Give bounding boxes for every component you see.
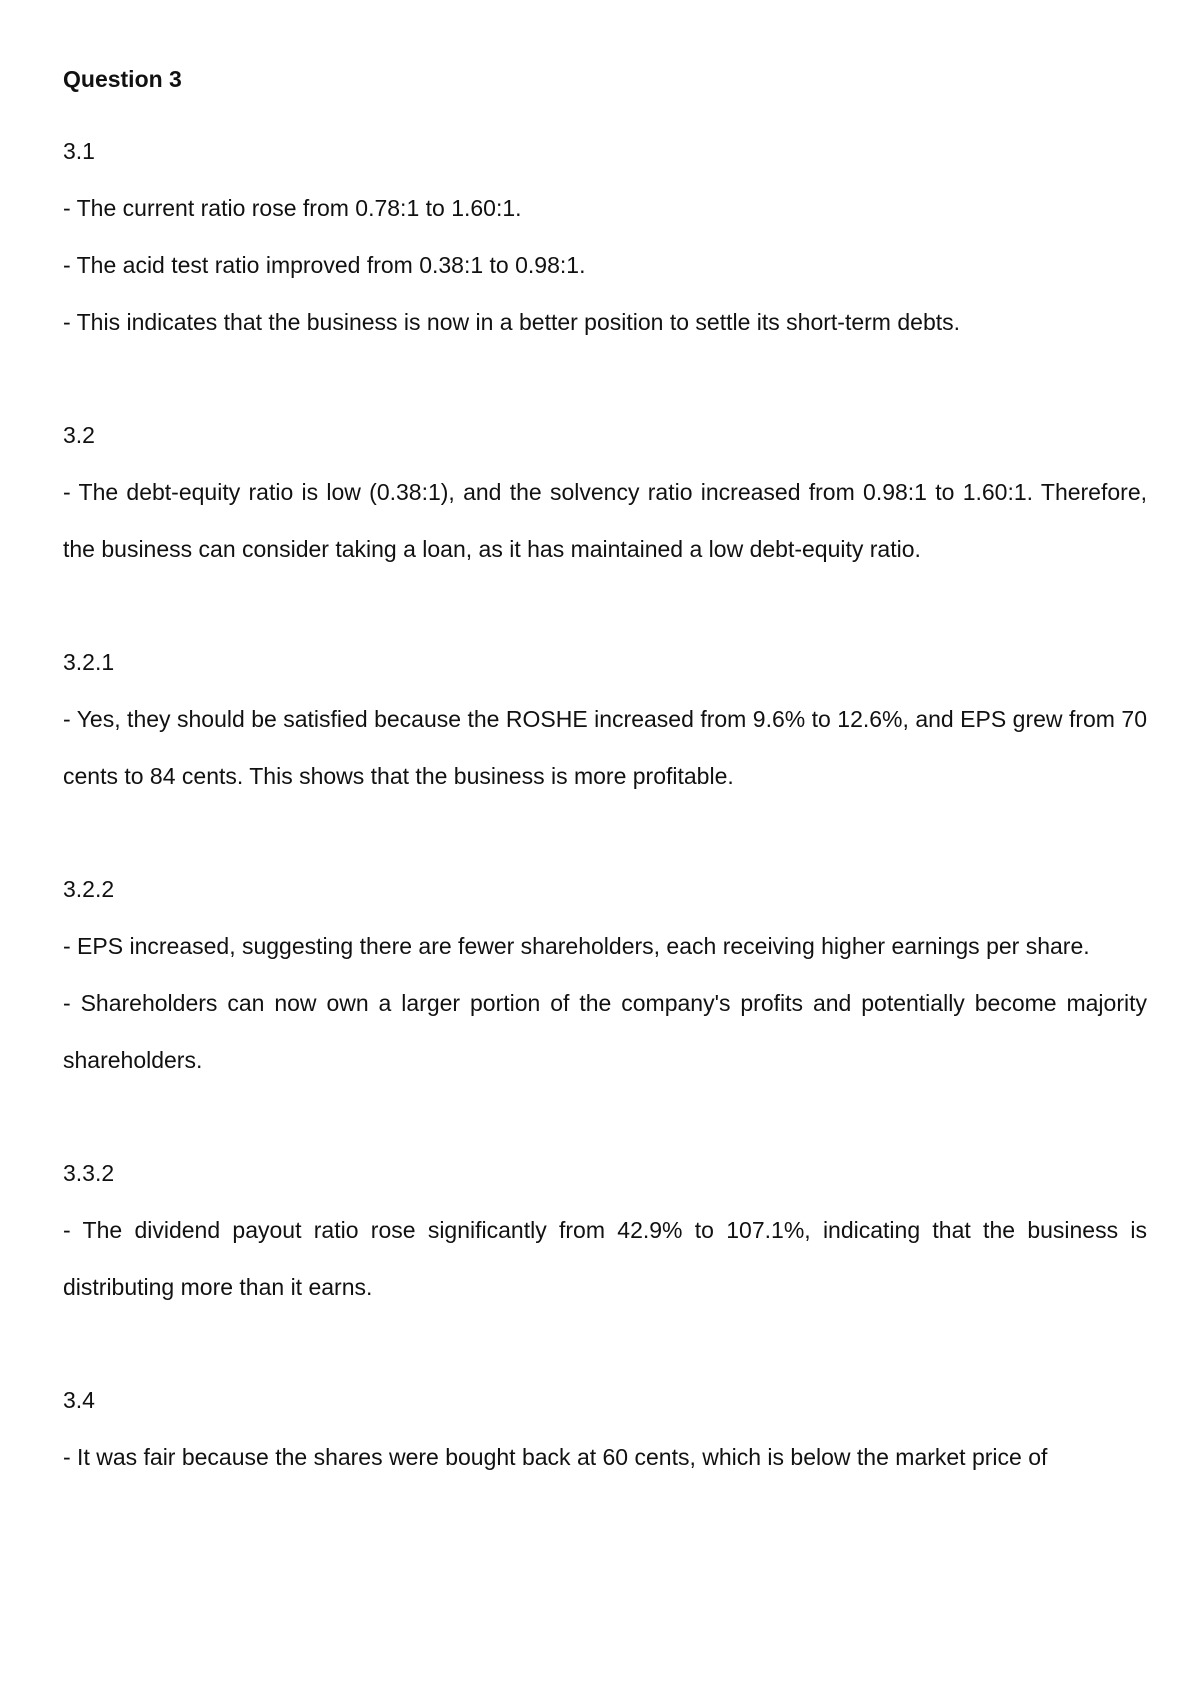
answer-line: - This indicates that the business is now in a better position to settle its short-term debts. (63, 309, 961, 335)
section-3-2-1 (63, 634, 1147, 805)
section-3-3-2 (63, 1145, 1147, 1316)
section-3-1 (63, 123, 1147, 351)
answer-line: - It was fair because the shares were bought back at 60 cents, which is below the market price of (63, 1444, 1048, 1470)
section-number: 3.2 (63, 422, 95, 448)
section-3-2-2 (63, 861, 1147, 1089)
section-number: 3.4 (63, 1387, 95, 1413)
section-gap (63, 805, 1147, 861)
question-title: Question 3 (63, 66, 182, 92)
section-gap (63, 1316, 1147, 1372)
answer-line: - The acid test ratio improved from 0.38:1 to 0.98:1. (63, 252, 586, 278)
section-number: 3.2.2 (63, 876, 115, 902)
answer-line: - The debt-equity ratio is low (0.38:1), and the solvency ratio increased from 0.98:1 to 1.60:1. Therefore, the business can consider taking a loan, as it has maintained a low debt-equity ratio. (63, 479, 1147, 562)
answer-line: - EPS increased, suggesting there are fewer shareholders, each receiving higher earnings per share. (63, 933, 1090, 959)
section-number: 3.3.2 (63, 1160, 115, 1186)
answer-line: - The current ratio rose from 0.78:1 to 1.60:1. (63, 195, 522, 221)
answer-line: - Yes, they should be satisfied because the ROSHE increased from 9.6% to 12.6%, and EPS grew from 70 cents to 84 cents. This shows that the business is more profitable. (63, 706, 1147, 789)
section-gap (63, 578, 1147, 634)
section-3-2 (63, 407, 1147, 578)
answer-line: - The dividend payout ratio rose significantly from 42.9% to 107.1%, indicating that the business is distributing more than it earns. (63, 1217, 1147, 1300)
section-gap (63, 351, 1147, 407)
section-gap (63, 1089, 1147, 1145)
answer-line: - Shareholders can now own a larger portion of the company's profits and potentially become majority shareholders. (63, 990, 1147, 1073)
section-number: 3.1 (63, 138, 95, 164)
section-3-4 (63, 1372, 1147, 1486)
document-content (63, 66, 1147, 1486)
section-number: 3.2.1 (63, 649, 115, 675)
